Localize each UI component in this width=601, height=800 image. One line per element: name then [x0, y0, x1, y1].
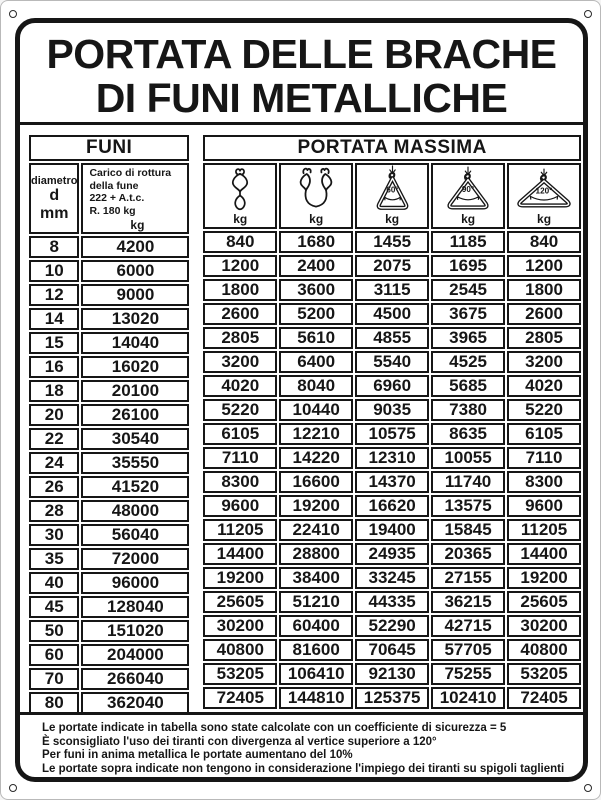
capacity-value: 11740: [431, 471, 505, 493]
angle-label: 120°: [535, 186, 553, 196]
tables-zone: [20, 125, 583, 712]
breaking-load-text-4: R. 180 kg: [89, 204, 136, 217]
portata-row: [203, 663, 581, 685]
diameter-value: 30: [29, 524, 79, 546]
funi-row: [29, 548, 189, 570]
portata-row: [203, 303, 581, 325]
column-header-vertical-sling: [203, 163, 277, 229]
capacity-value: 14400: [507, 543, 581, 565]
breaking-load-value: 204000: [81, 644, 189, 666]
capacity-value: 6960: [355, 375, 429, 397]
capacity-value: 19200: [279, 495, 353, 517]
portata-rows: [203, 231, 581, 709]
title-line-1: PORTATA DELLE BRACHE: [46, 31, 557, 77]
funi-row: [29, 692, 189, 714]
capacity-value: 19200: [507, 567, 581, 589]
portata-row: [203, 231, 581, 253]
capacity-value: 42715: [431, 615, 505, 637]
funi-row: [29, 524, 189, 546]
diameter-value: 70: [29, 668, 79, 690]
capacity-value: 33245: [355, 567, 429, 589]
breaking-load-value: 56040: [81, 524, 189, 546]
capacity-value: 13575: [431, 495, 505, 517]
capacity-value: 12210: [279, 423, 353, 445]
capacity-value: 28800: [279, 543, 353, 565]
capacity-value: 75255: [431, 663, 505, 685]
capacity-value: 40800: [507, 639, 581, 661]
capacity-unit: kg: [537, 212, 552, 226]
capacity-value: 2805: [203, 327, 277, 349]
capacity-value: 8300: [507, 471, 581, 493]
diameter-value: 12: [29, 284, 79, 306]
capacity-value: 24935: [355, 543, 429, 565]
capacity-value: 10575: [355, 423, 429, 445]
capacity-value: 125375: [355, 687, 429, 709]
capacity-value: 15845: [431, 519, 505, 541]
capacity-value: 53205: [203, 663, 277, 685]
title-line-2: DI FUNI METALLICHE: [95, 75, 508, 121]
capacity-value: 8300: [203, 471, 277, 493]
diameter-symbol: d: [49, 186, 60, 204]
capacity-unit: kg: [461, 212, 476, 226]
capacity-value: 9600: [507, 495, 581, 517]
capacity-value: 840: [507, 231, 581, 253]
capacity-value: 1455: [355, 231, 429, 253]
breaking-load-value: 16020: [81, 356, 189, 378]
sign-frame: [15, 18, 588, 782]
capacity-value: 1200: [203, 255, 277, 277]
capacity-value: 1695: [431, 255, 505, 277]
portata-row: [203, 279, 581, 301]
breaking-load-value: 14040: [81, 332, 189, 354]
two-leg-sling-120-icon: [509, 166, 579, 213]
capacity-value: 44335: [355, 591, 429, 613]
mounting-hole-bottom-left: [9, 784, 17, 792]
funi-row: [29, 356, 189, 378]
breaking-load-value: 13020: [81, 308, 189, 330]
capacity-value: 840: [203, 231, 277, 253]
capacity-value: 2600: [507, 303, 581, 325]
diameter-value: 10: [29, 260, 79, 282]
funi-row: [29, 572, 189, 594]
breaking-load-value: 41520: [81, 476, 189, 498]
capacity-value: 1800: [507, 279, 581, 301]
breaking-load-value: 151020: [81, 620, 189, 642]
capacity-value: 7380: [431, 399, 505, 421]
capacity-value: 2805: [507, 327, 581, 349]
diameter-value: 8: [29, 236, 79, 258]
breaking-load-value: 35550: [81, 452, 189, 474]
capacity-value: 5220: [203, 399, 277, 421]
capacity-value: 5200: [279, 303, 353, 325]
funi-row: [29, 380, 189, 402]
capacity-value: 30200: [507, 615, 581, 637]
capacity-value: 53205: [507, 663, 581, 685]
capacity-value: 2545: [431, 279, 505, 301]
capacity-value: 7110: [507, 447, 581, 469]
capacity-value: 92130: [355, 663, 429, 685]
diameter-value: 14: [29, 308, 79, 330]
portata-row: [203, 351, 581, 373]
capacity-value: 51210: [279, 591, 353, 613]
notes-block: [20, 715, 583, 776]
funi-row: [29, 284, 189, 306]
capacity-unit: kg: [385, 212, 400, 226]
capacity-value: 2075: [355, 255, 429, 277]
breaking-load-text-1: Carico di rottura: [89, 167, 172, 179]
diameter-value: 80: [29, 692, 79, 714]
breaking-load-value: 266040: [81, 668, 189, 690]
capacity-value: 9600: [203, 495, 277, 517]
capacity-value: 30200: [203, 615, 277, 637]
portata-row: [203, 567, 581, 589]
diameter-value: 50: [29, 620, 79, 642]
capacity-value: 3675: [431, 303, 505, 325]
capacity-value: 6105: [203, 423, 277, 445]
breaking-load-value: 30540: [81, 428, 189, 450]
diameter-value: 15: [29, 332, 79, 354]
portata-row: [203, 447, 581, 469]
diameter-label: diametro: [31, 174, 78, 187]
funi-row: [29, 332, 189, 354]
capacity-value: 8635: [431, 423, 505, 445]
capacity-value: 5685: [431, 375, 505, 397]
diameter-value: 26: [29, 476, 79, 498]
capacity-value: 40800: [203, 639, 277, 661]
capacity-value: 14370: [355, 471, 429, 493]
diameter-value: 35: [29, 548, 79, 570]
diameter-value: 18: [29, 380, 79, 402]
funi-row: [29, 236, 189, 258]
portata-row: [203, 255, 581, 277]
capacity-value: 4020: [203, 375, 277, 397]
capacity-value: 4500: [355, 303, 429, 325]
capacity-value: 2600: [203, 303, 277, 325]
capacity-value: 20365: [431, 543, 505, 565]
funi-row: [29, 668, 189, 690]
portata-row: [203, 423, 581, 445]
diameter-value: 40: [29, 572, 79, 594]
capacity-value: 14400: [203, 543, 277, 565]
capacity-value: 3965: [431, 327, 505, 349]
diameter-value: 24: [29, 452, 79, 474]
column-header-two-leg-120: [507, 163, 581, 229]
capacity-value: 38400: [279, 567, 353, 589]
capacity-value: 2400: [279, 255, 353, 277]
capacity-value: 10440: [279, 399, 353, 421]
capacity-value: 70645: [355, 639, 429, 661]
breaking-load-value: 20100: [81, 380, 189, 402]
capacity-value: 6400: [279, 351, 353, 373]
funi-row: [29, 476, 189, 498]
note-line: Le portate indicate in tabella sono state calcolate con un coefficiente di sicurezza = 5: [42, 722, 507, 734]
capacity-value: 19200: [203, 567, 277, 589]
funi-rows: [29, 236, 189, 714]
single-vertical-sling-icon: [205, 166, 275, 213]
funi-row: [29, 404, 189, 426]
capacity-value: 12310: [355, 447, 429, 469]
capacity-value: 25605: [203, 591, 277, 613]
funi-row: [29, 452, 189, 474]
breaking-load-value: 9000: [81, 284, 189, 306]
breaking-load-value: 6000: [81, 260, 189, 282]
capacity-value: 144810: [279, 687, 353, 709]
column-header-basket-sling: [279, 163, 353, 229]
capacity-value: 4525: [431, 351, 505, 373]
breaking-load-value: 362040: [81, 692, 189, 714]
portata-row: [203, 687, 581, 709]
portata-row: [203, 639, 581, 661]
diameter-value: 60: [29, 644, 79, 666]
capacity-value: 1185: [431, 231, 505, 253]
column-header-two-leg-60: [355, 163, 429, 229]
diameter-value: 28: [29, 500, 79, 522]
diameter-value: 20: [29, 404, 79, 426]
diameter-value: 22: [29, 428, 79, 450]
column-header-two-leg-90: [431, 163, 505, 229]
two-leg-sling-60-icon: [357, 166, 427, 213]
breaking-load-value: 26100: [81, 404, 189, 426]
capacity-value: 14220: [279, 447, 353, 469]
capacity-value: 72405: [507, 687, 581, 709]
diameter-value: 16: [29, 356, 79, 378]
funi-row: [29, 500, 189, 522]
breaking-load-column-header: [81, 163, 189, 234]
capacity-value: 22410: [279, 519, 353, 541]
capacity-value: 81600: [279, 639, 353, 661]
capacity-value: 7110: [203, 447, 277, 469]
angle-label: 60°: [386, 185, 399, 195]
portata-header: [203, 135, 581, 229]
capacity-value: 4855: [355, 327, 429, 349]
mounting-hole-top-left: [9, 10, 17, 18]
breaking-load-text-2: della fune: [89, 179, 139, 192]
capacity-value: 4020: [507, 375, 581, 397]
capacity-unit: kg: [233, 212, 248, 226]
portata-row: [203, 519, 581, 541]
capacity-value: 9035: [355, 399, 429, 421]
breaking-load-value: 96000: [81, 572, 189, 594]
funi-section-header: FUNI: [29, 135, 189, 161]
funi-row: [29, 620, 189, 642]
funi-row: [29, 644, 189, 666]
portata-massima-table: [201, 133, 583, 711]
two-leg-sling-90-icon: [433, 166, 503, 213]
capacity-value: 3200: [203, 351, 277, 373]
funi-row: [29, 428, 189, 450]
capacity-value: 1800: [203, 279, 277, 301]
capacity-value: 102410: [431, 687, 505, 709]
capacity-value: 3600: [279, 279, 353, 301]
diameter-unit: mm: [40, 204, 69, 222]
capacity-value: 16600: [279, 471, 353, 493]
breaking-load-value: 128040: [81, 596, 189, 618]
capacity-value: 16620: [355, 495, 429, 517]
capacity-value: 52290: [355, 615, 429, 637]
capacity-value: 11205: [507, 519, 581, 541]
breaking-load-value: 72000: [81, 548, 189, 570]
capacity-value: 19400: [355, 519, 429, 541]
capacity-value: 10055: [431, 447, 505, 469]
funi-row: [29, 596, 189, 618]
sign-title: [20, 23, 583, 122]
capacity-value: 6105: [507, 423, 581, 445]
capacity-value: 57705: [431, 639, 505, 661]
note-line: Per funi in anima metallica le portate aumentano del 10%: [42, 749, 353, 761]
portata-section-header: PORTATA MASSIMA: [203, 135, 581, 161]
capacity-value: 36215: [431, 591, 505, 613]
portata-row: [203, 495, 581, 517]
note-line: Le portate sopra indicate non tengono in considerazione l'impiego dei tiranti su spigoli taglienti: [42, 762, 565, 775]
portata-row: [203, 615, 581, 637]
portata-row: [203, 591, 581, 613]
breaking-load-value: 4200: [81, 236, 189, 258]
portata-row: [203, 375, 581, 397]
portata-row: [203, 543, 581, 565]
diameter-column-header: [29, 163, 79, 234]
capacity-value: 3200: [507, 351, 581, 373]
capacity-unit: kg: [309, 212, 324, 226]
capacity-value: 5220: [507, 399, 581, 421]
mounting-hole-top-right: [584, 10, 592, 18]
breaking-load-unit: kg: [130, 218, 145, 232]
capacity-value: 11205: [203, 519, 277, 541]
capacity-value: 1680: [279, 231, 353, 253]
diameter-value: 45: [29, 596, 79, 618]
funi-row: [29, 308, 189, 330]
capacity-value: 72405: [203, 687, 277, 709]
breaking-load-value: 48000: [81, 500, 189, 522]
note-line: È sconsigliato l'uso dei tiranti con divergenza al vertice superiore a 120°: [42, 735, 437, 748]
capacity-value: 8040: [279, 375, 353, 397]
capacity-value: 27155: [431, 567, 505, 589]
funi-row: [29, 260, 189, 282]
double-vertical-sling-icon: [281, 166, 351, 213]
mounting-hole-bottom-right: [584, 784, 592, 792]
capacity-value: 1200: [507, 255, 581, 277]
capacity-value: 106410: [279, 663, 353, 685]
funi-table: [27, 133, 191, 716]
portata-row: [203, 471, 581, 493]
capacity-value: 3115: [355, 279, 429, 301]
capacity-value: 60400: [279, 615, 353, 637]
capacity-value: 5610: [279, 327, 353, 349]
breaking-load-text-3: 222 + A.t.c.: [89, 192, 145, 204]
portata-row: [203, 327, 581, 349]
funi-header: [29, 135, 189, 234]
capacity-value: 5540: [355, 351, 429, 373]
capacity-value: 25605: [507, 591, 581, 613]
portata-row: [203, 399, 581, 421]
angle-label: 90°: [461, 185, 475, 195]
